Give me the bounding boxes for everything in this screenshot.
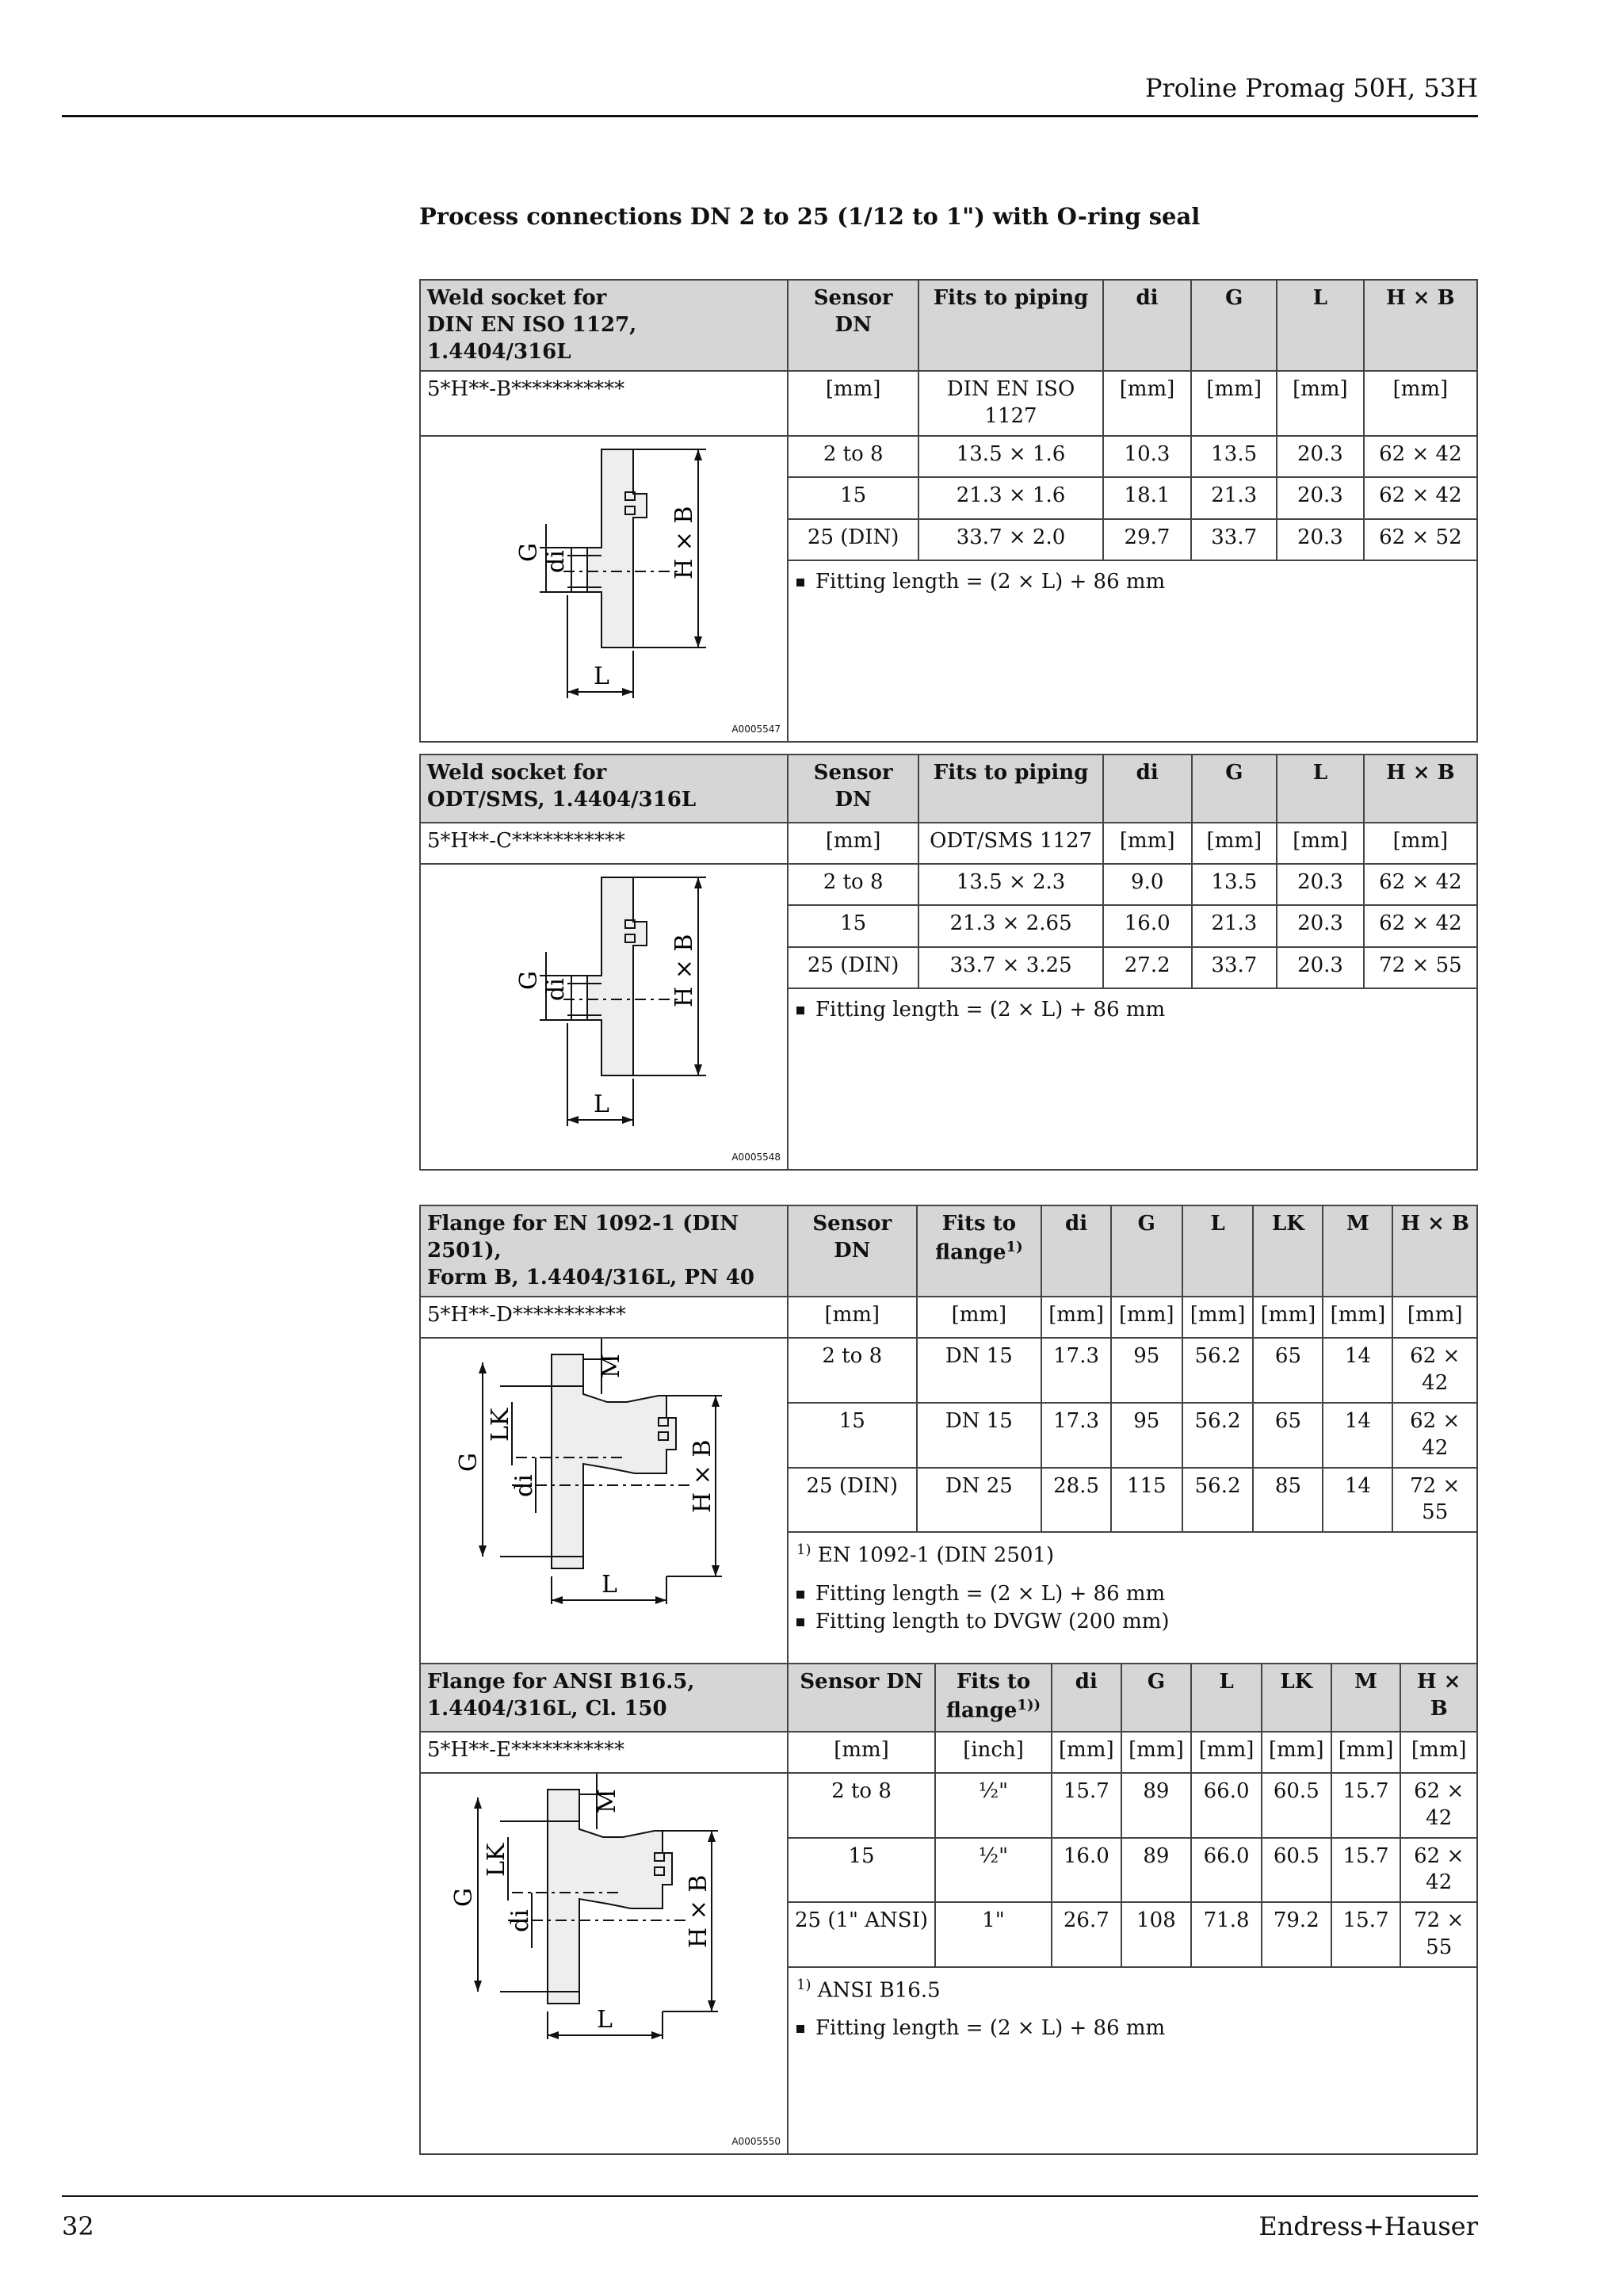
col-fits-to-flange bbox=[917, 1205, 1042, 1297]
label-di: di bbox=[542, 978, 570, 1001]
col-fits-to-flange-label: Fits to flange bbox=[935, 1212, 1017, 1265]
cell: 2 to 8 bbox=[788, 1773, 935, 1838]
label-di: di bbox=[542, 550, 570, 573]
unit-cell: DIN EN ISO 1127 bbox=[918, 371, 1102, 436]
col-l: L bbox=[1277, 755, 1364, 823]
cell: 15.7 bbox=[1331, 1902, 1401, 1967]
cell: 21.3 × 1.6 bbox=[918, 477, 1102, 518]
cell: 33.7 bbox=[1191, 519, 1277, 560]
spec-table-weld-socket-odt bbox=[419, 754, 1478, 1171]
bullet-icon bbox=[796, 2025, 804, 2033]
cell: 1" bbox=[935, 1902, 1052, 1967]
cell: 2 to 8 bbox=[788, 1338, 917, 1403]
col-hxb: H × B bbox=[1364, 755, 1477, 823]
footnote-text: EN 1092-1 (DIN 2501) bbox=[817, 1543, 1055, 1568]
col-l: L bbox=[1277, 280, 1364, 371]
label-hxb: H × B bbox=[670, 506, 698, 579]
cell: 17.3 bbox=[1041, 1338, 1111, 1403]
unit-cell: [mm] bbox=[1121, 1732, 1192, 1773]
footnote-ref: 1)) bbox=[1017, 1696, 1041, 1713]
cell: 56.2 bbox=[1182, 1338, 1254, 1403]
label-di: di bbox=[510, 1474, 538, 1498]
bullet-icon bbox=[796, 1007, 804, 1014]
cell: 20.3 bbox=[1277, 864, 1364, 905]
cell: 62 × 42 bbox=[1400, 1773, 1477, 1838]
cell: DN 15 bbox=[917, 1338, 1042, 1403]
cell: 115 bbox=[1111, 1468, 1182, 1533]
cell: 72 × 55 bbox=[1364, 947, 1477, 988]
notes-cell bbox=[788, 1967, 1477, 2154]
dimension-figure bbox=[420, 864, 788, 1170]
notes-cell bbox=[788, 560, 1477, 742]
cell: 33.7 × 3.25 bbox=[918, 947, 1103, 988]
cell: 15 bbox=[788, 477, 918, 518]
header-rule bbox=[62, 115, 1478, 117]
cell: 13.5 bbox=[1192, 864, 1277, 905]
unit-cell: [mm] bbox=[1191, 1732, 1262, 1773]
unit-cell: [mm] bbox=[788, 1297, 917, 1338]
cell: 14 bbox=[1323, 1403, 1392, 1468]
cell: 28.5 bbox=[1041, 1468, 1111, 1533]
cell: 13.5 bbox=[1191, 436, 1277, 477]
cell: ½" bbox=[935, 1773, 1052, 1838]
col-fits-to-piping: Fits to piping bbox=[918, 280, 1102, 371]
figure-code: A0005547 bbox=[731, 724, 781, 735]
cell: 9.0 bbox=[1103, 864, 1192, 905]
label-m: M bbox=[598, 1354, 625, 1379]
note-item bbox=[796, 2015, 1468, 2042]
col-fits-to-piping: Fits to piping bbox=[918, 755, 1103, 823]
unit-cell: [mm] bbox=[1052, 1732, 1121, 1773]
cell: DN 25 bbox=[917, 1468, 1042, 1533]
cell: 62 × 42 bbox=[1364, 436, 1477, 477]
cell: 60.5 bbox=[1262, 1773, 1331, 1838]
cell: 65 bbox=[1253, 1338, 1323, 1403]
spec-table-flange-en1092 bbox=[419, 1205, 1478, 1723]
cell: 21.3 bbox=[1191, 477, 1277, 518]
label-di: di bbox=[506, 1909, 534, 1932]
col-g: G bbox=[1191, 280, 1277, 371]
col-g: G bbox=[1111, 1205, 1182, 1297]
col-sensor-dn: Sensor DN bbox=[788, 755, 918, 823]
unit-cell: [mm] bbox=[1364, 371, 1477, 436]
unit-cell: [mm] bbox=[917, 1297, 1042, 1338]
label-g: G bbox=[455, 1453, 483, 1473]
col-l: L bbox=[1191, 1664, 1262, 1732]
cell: 15.7 bbox=[1331, 1773, 1401, 1838]
order-code: 5*H**-B*********** bbox=[420, 371, 788, 436]
cell: 25 (DIN) bbox=[788, 1468, 917, 1533]
cell: 25 (DIN) bbox=[788, 519, 918, 560]
table-row bbox=[420, 1338, 1477, 1403]
spec-table-flange-ansi bbox=[419, 1663, 1478, 2155]
cell: 20.3 bbox=[1277, 436, 1364, 477]
order-code: 5*H**-C*********** bbox=[420, 823, 788, 864]
note-text: Fitting length = (2 × L) + 86 mm bbox=[815, 2016, 1166, 2041]
spec-table-weld-socket-din bbox=[419, 279, 1478, 743]
label-g: G bbox=[515, 543, 543, 562]
cell: 62 × 42 bbox=[1364, 905, 1477, 946]
unit-cell: [mm] bbox=[1277, 823, 1364, 864]
unit-cell: [mm] bbox=[1111, 1297, 1182, 1338]
running-header-title: Proline Promag 50H, 53H bbox=[1144, 73, 1478, 103]
weld-socket-drawing bbox=[421, 437, 787, 741]
col-di: di bbox=[1103, 280, 1192, 371]
label-l: L bbox=[601, 1571, 617, 1599]
label-m: M bbox=[594, 1789, 621, 1813]
col-fits-to-flange bbox=[935, 1664, 1052, 1732]
section-title: Process connections DN 2 to 25 (1/12 to 1") with O-ring seal bbox=[419, 203, 1201, 230]
label-g: G bbox=[450, 1888, 478, 1907]
footnote-mark: 1) bbox=[796, 1976, 812, 1993]
cell: 16.0 bbox=[1052, 1838, 1121, 1903]
note-item bbox=[796, 1609, 1468, 1636]
weld-socket-drawing bbox=[421, 865, 787, 1169]
table-row bbox=[420, 1773, 1477, 1838]
cell: 62 × 42 bbox=[1364, 477, 1477, 518]
cell: 66.0 bbox=[1191, 1838, 1262, 1903]
cell: 14 bbox=[1323, 1338, 1392, 1403]
bullet-icon bbox=[796, 1591, 804, 1599]
cell: 72 × 55 bbox=[1400, 1902, 1477, 1967]
unit-cell: ODT/SMS 1127 bbox=[918, 823, 1103, 864]
cell: 89 bbox=[1121, 1838, 1192, 1903]
cell: 15 bbox=[788, 1838, 935, 1903]
unit-cell: [mm] bbox=[1253, 1297, 1323, 1338]
cell: 15 bbox=[788, 1403, 917, 1468]
cell: 71.8 bbox=[1191, 1902, 1262, 1967]
cell: 62 × 42 bbox=[1392, 1338, 1477, 1403]
footnote-ref: 1) bbox=[1006, 1238, 1023, 1255]
cell: 20.3 bbox=[1277, 519, 1364, 560]
figure-code: A0005550 bbox=[731, 2136, 781, 2148]
cell: 29.7 bbox=[1103, 519, 1192, 560]
col-sensor-dn: Sensor DN bbox=[788, 280, 918, 371]
col-g: G bbox=[1121, 1664, 1192, 1732]
note-text: Fitting length to DVGW (200 mm) bbox=[815, 1610, 1170, 1634]
cell: 18.1 bbox=[1103, 477, 1192, 518]
table-head-title: Flange for EN 1092-1 (DIN 2501), Form B, 1.4404/316L, PN 40 bbox=[420, 1205, 788, 1297]
col-l: L bbox=[1182, 1205, 1254, 1297]
col-di: di bbox=[1103, 755, 1192, 823]
cell: 95 bbox=[1111, 1403, 1182, 1468]
unit-cell: [mm] bbox=[1041, 1297, 1111, 1338]
cell: 21.3 × 2.65 bbox=[918, 905, 1103, 946]
table-row bbox=[420, 864, 1477, 905]
cell: 62 × 42 bbox=[1364, 864, 1477, 905]
cell: 62 × 42 bbox=[1392, 1403, 1477, 1468]
cell: 14 bbox=[1323, 1468, 1392, 1533]
cell: 65 bbox=[1253, 1403, 1323, 1468]
col-g: G bbox=[1192, 755, 1277, 823]
col-hxb: H × B bbox=[1392, 1205, 1477, 1297]
cell: 20.3 bbox=[1277, 905, 1364, 946]
order-code: 5*H**-D*********** bbox=[420, 1297, 788, 1338]
cell: 108 bbox=[1121, 1902, 1192, 1967]
cell: 62 × 52 bbox=[1364, 519, 1477, 560]
dimension-figure bbox=[420, 1773, 788, 2154]
label-l: L bbox=[597, 2006, 613, 2034]
table-head-title: Weld socket for DIN EN ISO 1127, 1.4404/316L bbox=[420, 280, 788, 371]
label-hxb: H × B bbox=[670, 934, 698, 1007]
cell: 20.3 bbox=[1277, 947, 1364, 988]
cell: 33.7 bbox=[1192, 947, 1277, 988]
cell: 25 (1" ANSI) bbox=[788, 1902, 935, 1967]
cell: 10.3 bbox=[1103, 436, 1192, 477]
table-head-title: Flange for ANSI B16.5, 1.4404/316L, Cl. 150 bbox=[420, 1664, 788, 1732]
cell: 27.2 bbox=[1103, 947, 1192, 988]
col-sensor-dn: Sensor DN bbox=[788, 1205, 917, 1297]
unit-cell: [mm] bbox=[1400, 1732, 1477, 1773]
unit-cell: [mm] bbox=[788, 371, 918, 436]
label-g: G bbox=[515, 971, 543, 990]
cell: 21.3 bbox=[1192, 905, 1277, 946]
unit-cell: [mm] bbox=[1323, 1297, 1392, 1338]
bullet-icon bbox=[796, 579, 804, 586]
note-item bbox=[796, 569, 1468, 596]
unit-cell: [mm] bbox=[1182, 1297, 1254, 1338]
col-fits-to-flange-label: Fits to flange bbox=[946, 1670, 1031, 1723]
col-hxb: H × B bbox=[1400, 1664, 1477, 1732]
unit-cell: [mm] bbox=[1262, 1732, 1331, 1773]
footer-rule bbox=[62, 2195, 1478, 2197]
footnote-mark: 1) bbox=[796, 1541, 812, 1559]
cell: 15 bbox=[788, 905, 918, 946]
col-m: M bbox=[1331, 1664, 1401, 1732]
cell: 26.7 bbox=[1052, 1902, 1121, 1967]
footnote bbox=[796, 1541, 1468, 1569]
cell: 56.2 bbox=[1182, 1468, 1254, 1533]
unit-cell: [mm] bbox=[1364, 823, 1477, 864]
cell: 25 (DIN) bbox=[788, 947, 918, 988]
unit-cell: [mm] bbox=[1103, 371, 1192, 436]
cell: 60.5 bbox=[1262, 1838, 1331, 1903]
cell: 20.3 bbox=[1277, 477, 1364, 518]
unit-cell: [mm] bbox=[788, 1732, 935, 1773]
label-lk: LK bbox=[487, 1408, 514, 1442]
unit-cell: [inch] bbox=[935, 1732, 1052, 1773]
figure-code: A0005548 bbox=[731, 1152, 781, 1163]
note-text: Fitting length = (2 × L) + 86 mm bbox=[815, 997, 1166, 1022]
label-hxb: H × B bbox=[685, 1874, 712, 1948]
cell: 2 to 8 bbox=[788, 436, 918, 477]
footnote-text: ANSI B16.5 bbox=[817, 1978, 941, 2003]
unit-cell: [mm] bbox=[1392, 1297, 1477, 1338]
cell: 72 × 55 bbox=[1392, 1468, 1477, 1533]
note-text: Fitting length = (2 × L) + 86 mm bbox=[815, 569, 1166, 594]
label-l: L bbox=[594, 1091, 609, 1118]
col-hxb: H × B bbox=[1364, 280, 1477, 371]
table-row bbox=[420, 436, 1477, 477]
page-number: 32 bbox=[62, 2211, 94, 2241]
cell: 89 bbox=[1121, 1773, 1192, 1838]
cell: 15.7 bbox=[1331, 1838, 1401, 1903]
notes-cell bbox=[788, 988, 1477, 1170]
col-lk: LK bbox=[1262, 1664, 1331, 1732]
cell: ½" bbox=[935, 1838, 1052, 1903]
unit-cell: [mm] bbox=[1191, 371, 1277, 436]
unit-cell: [mm] bbox=[788, 823, 918, 864]
unit-cell: [mm] bbox=[1277, 371, 1364, 436]
cell: 95 bbox=[1111, 1338, 1182, 1403]
dimension-figure bbox=[420, 436, 788, 742]
col-sensor-dn: Sensor DN bbox=[788, 1664, 935, 1732]
flange-drawing bbox=[421, 1339, 787, 1649]
table-head-title: Weld socket for ODT/SMS, 1.4404/316L bbox=[420, 755, 788, 823]
cell: 17.3 bbox=[1041, 1403, 1111, 1468]
cell: 13.5 × 1.6 bbox=[918, 436, 1102, 477]
cell: 85 bbox=[1253, 1468, 1323, 1533]
bullet-icon bbox=[796, 1618, 804, 1626]
order-code: 5*H**-E*********** bbox=[420, 1732, 788, 1773]
label-hxb: H × B bbox=[689, 1439, 716, 1514]
cell: DN 15 bbox=[917, 1403, 1042, 1468]
col-di: di bbox=[1052, 1664, 1121, 1732]
col-lk: LK bbox=[1253, 1205, 1323, 1297]
unit-cell: [mm] bbox=[1331, 1732, 1401, 1773]
note-text: Fitting length = (2 × L) + 86 mm bbox=[815, 1581, 1166, 1606]
cell: 56.2 bbox=[1182, 1403, 1254, 1468]
flange-drawing bbox=[421, 1774, 787, 2084]
brand-name: Endress+Hauser bbox=[1258, 2211, 1478, 2241]
cell: 16.0 bbox=[1103, 905, 1192, 946]
cell: 33.7 × 2.0 bbox=[918, 519, 1102, 560]
cell: 13.5 × 2.3 bbox=[918, 864, 1103, 905]
cell: 66.0 bbox=[1191, 1773, 1262, 1838]
cell: 2 to 8 bbox=[788, 864, 918, 905]
cell: 62 × 42 bbox=[1400, 1838, 1477, 1903]
cell: 15.7 bbox=[1052, 1773, 1121, 1838]
note-item bbox=[796, 997, 1468, 1024]
cell: 79.2 bbox=[1262, 1902, 1331, 1967]
footnote bbox=[796, 1976, 1468, 2004]
label-l: L bbox=[594, 662, 609, 690]
col-di: di bbox=[1041, 1205, 1111, 1297]
unit-cell: [mm] bbox=[1192, 823, 1277, 864]
note-item bbox=[796, 1581, 1468, 1608]
col-m: M bbox=[1323, 1205, 1392, 1297]
unit-cell: [mm] bbox=[1103, 823, 1192, 864]
label-lk: LK bbox=[483, 1843, 510, 1877]
